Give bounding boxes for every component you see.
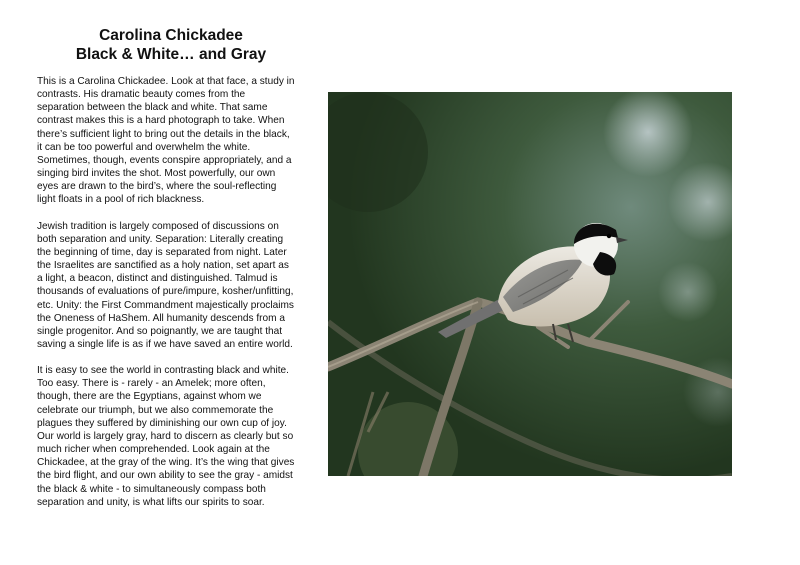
title-line-2: Black & White… and Gray [75, 46, 267, 63]
bird-eye [607, 234, 611, 238]
page-title [37, 26, 295, 64]
paragraph-2: Jewish tradition is largely composed of discussions on both separation and unity. Separation: Literally creating the beginning of time, day is separated from night. Later the Israelites are sanctified as a holy nation, set apart as a light, a beacon, distinct and distinguished. Talmud is thousands of evaluations of pure/impure, kosher/unfitting, etc. Unity: the First Commandment majestically proclaims the Oneness of HaShem. All humanity descends from a single progenitor. And so poignantly, we are taught that saving a single life is as if we have saved an entire world. [37, 220, 294, 350]
chickadee-photo [328, 92, 732, 476]
chickadee-illustration [328, 92, 732, 476]
title-line-1: Carolina Chickadee [99, 27, 243, 44]
bokeh-light [658, 262, 718, 322]
paragraph-3: It is easy to see the world in contrasting black and white. Too easy. There is - rarely - an Amelek; more often, though, there are the Egyptians, against whom we celebrate our triumph, but we also commemorate the plagues they suffered by diminishing our own cup of joy. Our world is largely gray, hard to discern as clearly but so much richer when comprehended. Look again at the Chickadee, at the gray of the wing. It’s the wing that gives the bird flight, and our own ability to see the gray - amidst the black & white - to simultaneously compass both separation and unity, is what lifts our spirits to soar. [37, 365, 295, 508]
text-column [37, 26, 295, 522]
paragraph-1: This is a Carolina Chickadee. Look at that face, a study in contrasts. His dramatic beauty comes from the separation between the black and white. That same contrast makes this is a hard photograph to take. When there’s sufficient light to bring out the details in the black, it can be too powerful and overwhelm the white. Sometimes, though, events conspire appropriately, and a singing bird invites the shot. Most powerfully, our own eyes are drawn to the bird’s, where the soul-reflecting light floats in a pool of rich blackness. [37, 76, 295, 206]
